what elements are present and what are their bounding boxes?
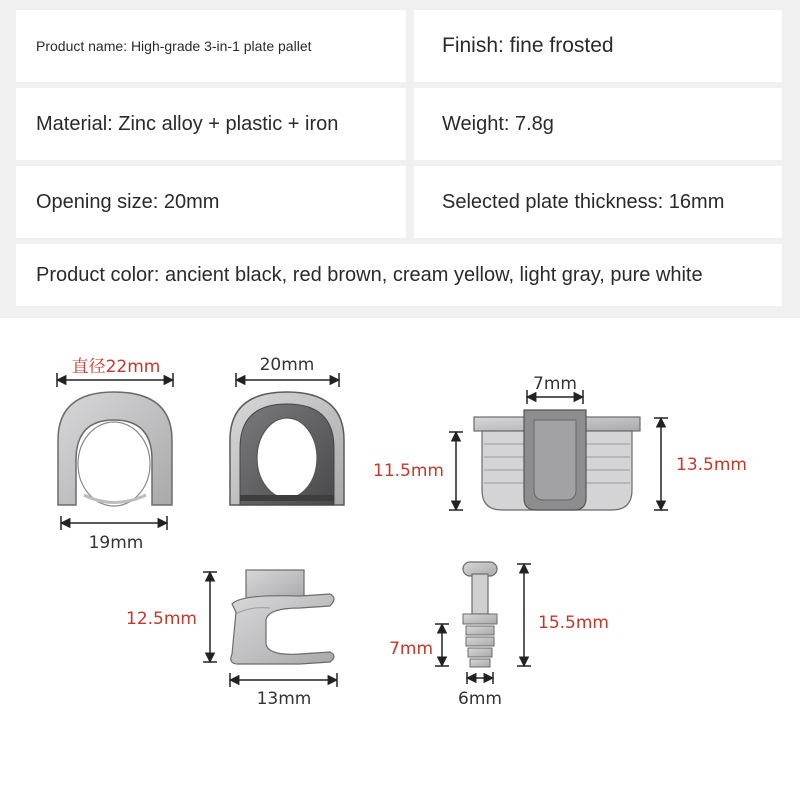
insert-top-label: 7mm: [533, 374, 577, 394]
pin-total-label: 15.5mm: [538, 613, 609, 633]
sleeve-width-label: 20mm: [259, 355, 315, 375]
cap-part: [58, 392, 172, 506]
spec-product-name: Product name: High-grade 3-in-1 plate pallet: [16, 10, 406, 82]
pin-total-dimension: [517, 564, 609, 666]
spec-finish: Finish: fine frosted: [414, 10, 782, 82]
cap-diameter-dimension: [57, 357, 173, 387]
bracket-width-dimension: [230, 673, 337, 709]
spec-plate-thickness: Selected plate thickness: 16mm: [414, 166, 782, 238]
bracket-height-dimension: [126, 572, 217, 662]
insert-total-dimension: [654, 418, 747, 510]
pin-part: [463, 562, 497, 667]
insert-top-dimension: [527, 374, 583, 404]
insert-part: [474, 410, 640, 510]
bracket-height-label: 12.5mm: [126, 609, 197, 629]
bracket-part: [231, 570, 334, 664]
insert-total-label: 13.5mm: [676, 455, 747, 475]
spec-material: Material: Zinc alloy + plastic + iron: [16, 88, 406, 160]
insert-body-dimension: [373, 432, 463, 510]
pin-diameter-label: 6mm: [458, 689, 502, 709]
bracket-width-label: 13mm: [256, 689, 312, 709]
pin-diameter-dimension: [458, 672, 502, 709]
sleeve-part: [230, 392, 344, 505]
spec-opening-size: Opening size: 20mm: [16, 166, 406, 238]
pin-thread-dimension: [389, 624, 449, 666]
cap-width-label: 19mm: [88, 533, 144, 553]
cap-width-dimension: [61, 516, 167, 553]
pin-thread-label: 7mm: [389, 639, 433, 659]
insert-body-label: 11.5mm: [373, 461, 444, 481]
spec-weight: Weight: 7.8g: [414, 88, 782, 160]
cap-diameter-label: 直径22mm: [71, 357, 161, 377]
spec-product-color: Product color: ancient black, red brown, cream yellow, light gray, pure white: [16, 244, 782, 306]
sleeve-width-dimension: [236, 355, 339, 387]
